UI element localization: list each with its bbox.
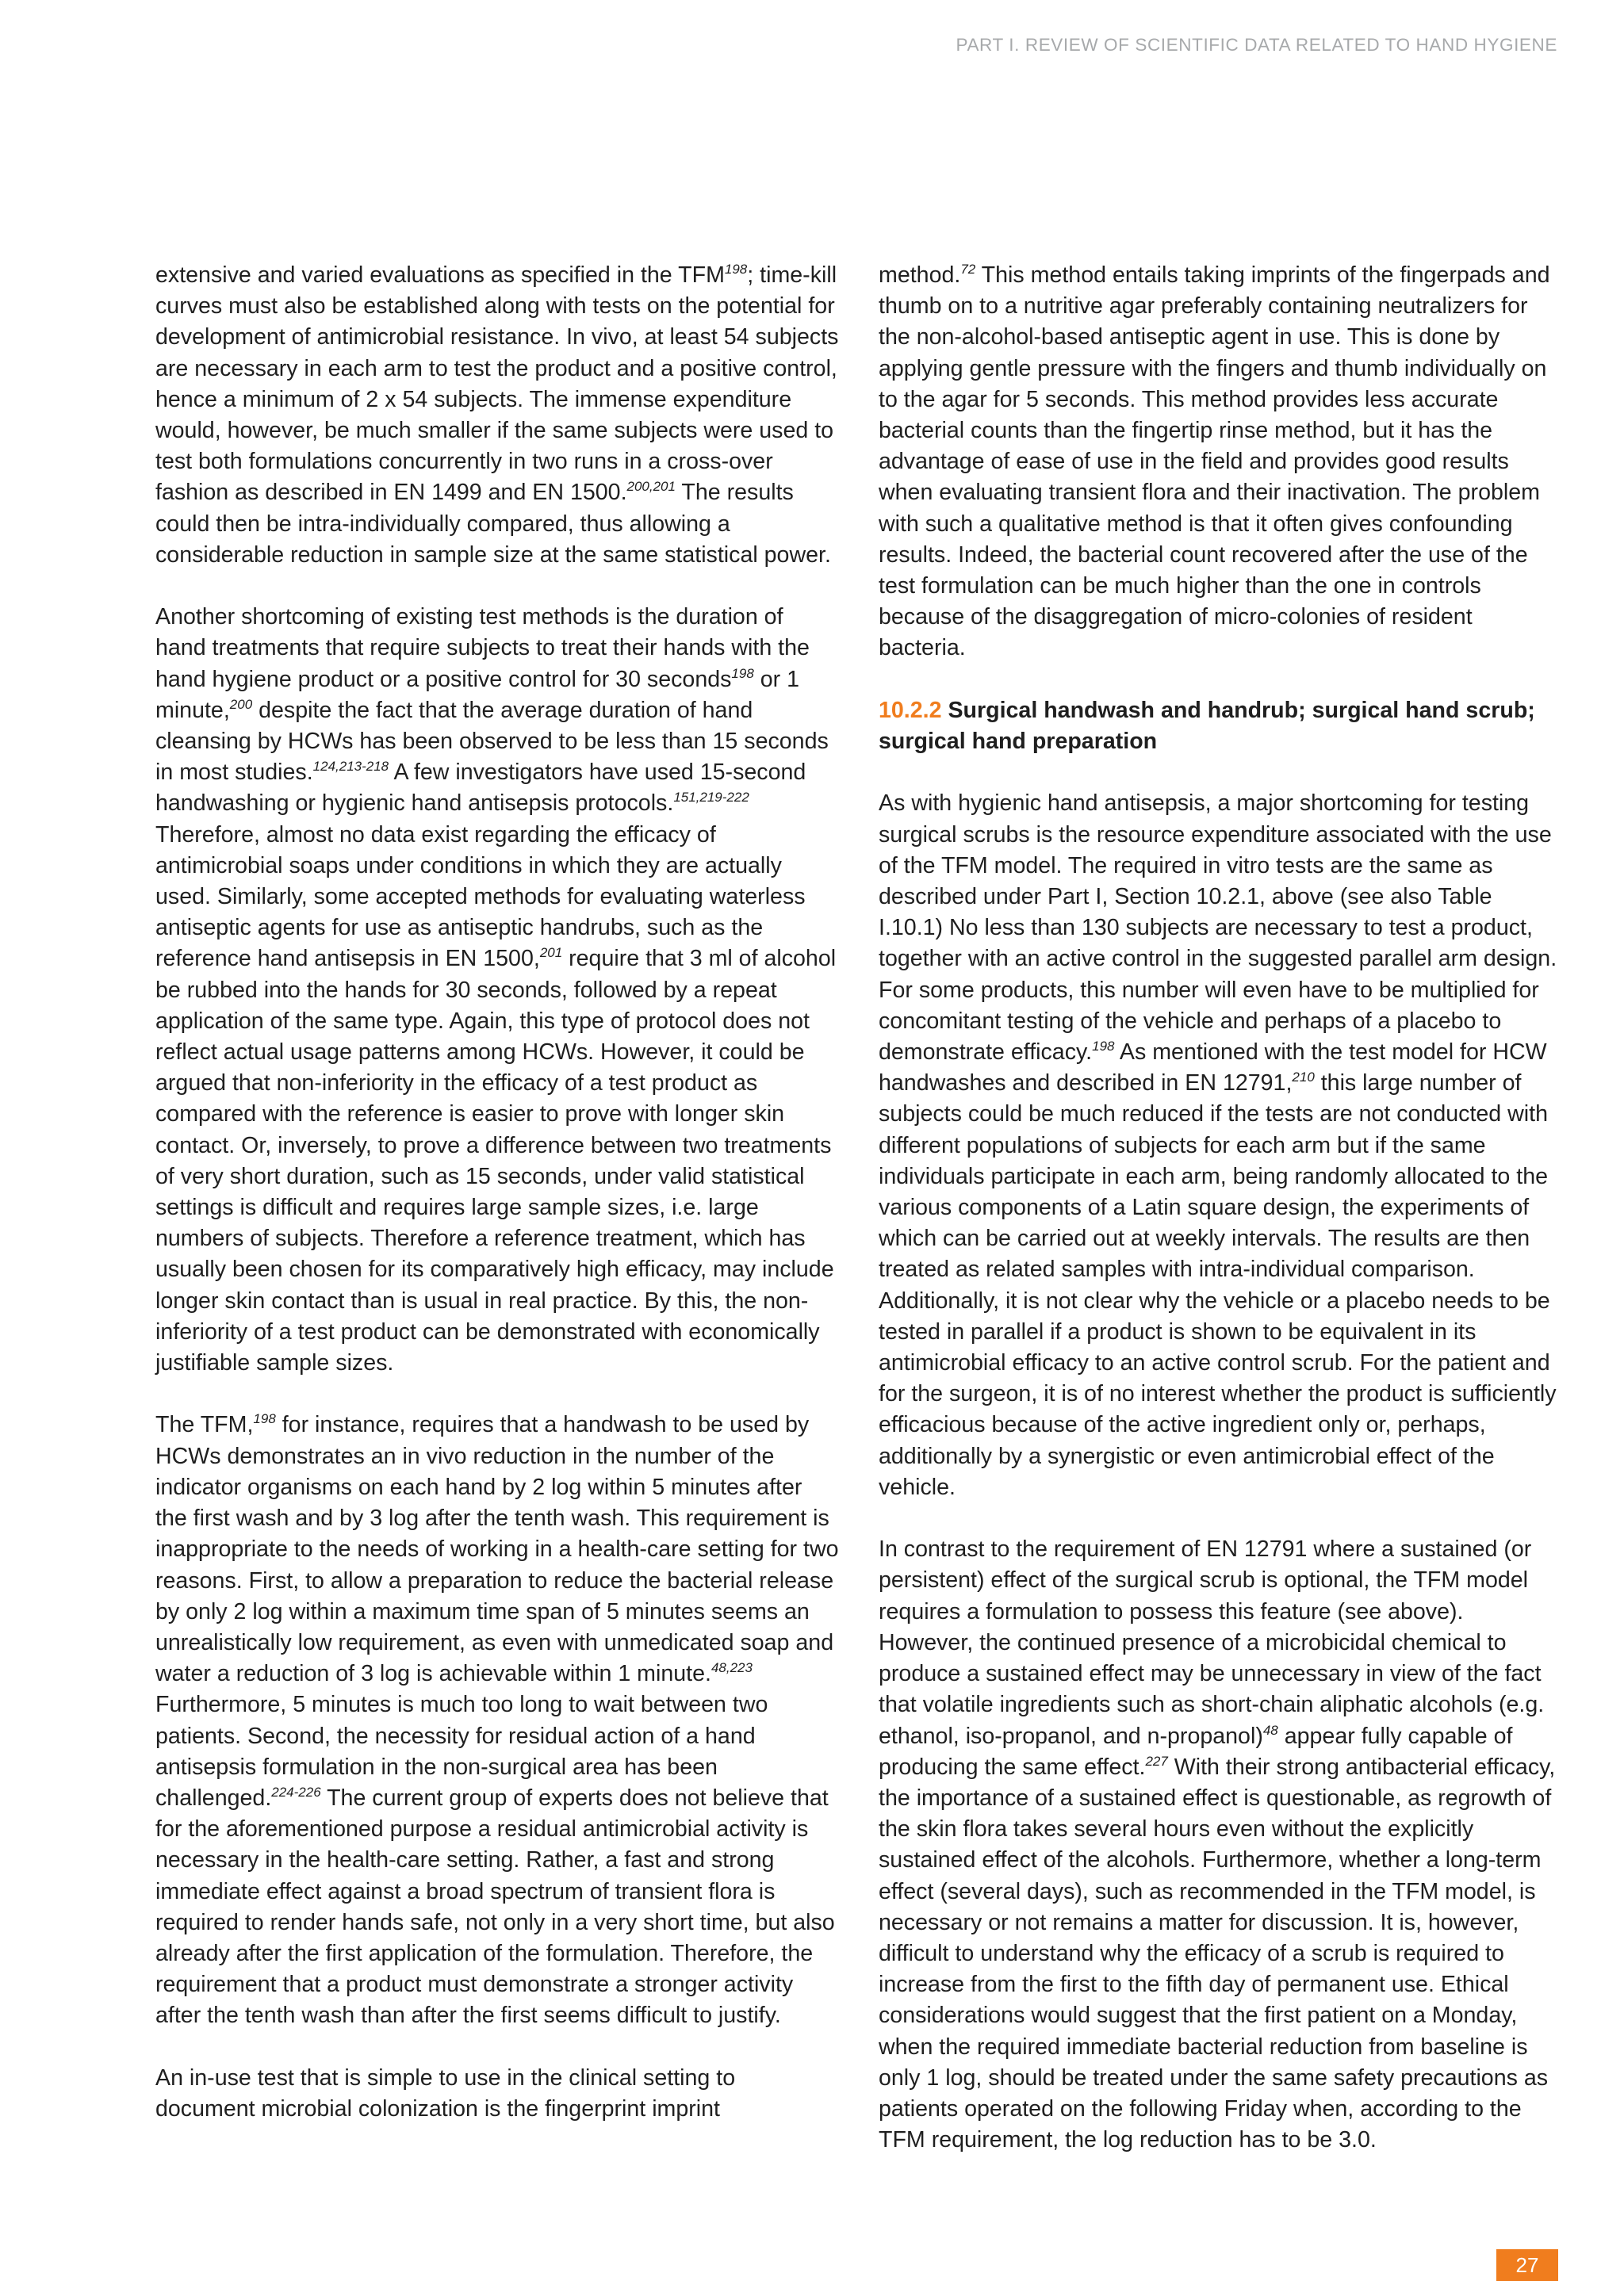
right-column bbox=[879, 260, 1562, 2187]
paragraph: An in-use test that is simple to use in the clinical setting to document microbial colonization is the fingerprint imprint bbox=[155, 2064, 736, 2122]
citation-superscript: 151,219-222 bbox=[673, 790, 749, 806]
section-heading bbox=[879, 695, 1562, 757]
citation-superscript: 198 bbox=[724, 262, 748, 277]
citation-superscript: 198 bbox=[1092, 1039, 1115, 1054]
citation-superscript: 200,201 bbox=[626, 479, 676, 495]
citation-superscript: 224-226 bbox=[271, 1784, 321, 1800]
citation-superscript: 198 bbox=[731, 665, 754, 681]
section-title: Surgical handwash and handrub; surgical hand scrub; surgical hand preparation bbox=[879, 697, 1535, 755]
left-column bbox=[155, 260, 839, 2156]
citation-superscript: 201 bbox=[539, 945, 563, 961]
paragraph: In contrast to the requirement of EN 12791 where a sustained (or persistent) effect of the surgical scrub is optional, the TFM model requires a formulation to possess this feature (see above). However, the continued presence of a microbicidal chemical to produce a sustained effect may be unnecessary in view of the fact that volatile ingredients such as short-chain aliphatic alcohols (e.g. ethanol, iso-propanol, and n-propanol)$^{48}$ appear fully capable of producing the same effect.$^{227}$ With their strong antibacterial efficacy, the importance of a sustained effect is questionable, as regrowth of the skin flora takes several hours even without the explicitly sustained effect of the alcohols. Furthermore, whether a long-term effect (several days), such as recommended in the TFM model, is necessary or not remains a matter for discussion. It is, however, difficult to understand why the efficacy of a scrub is required to increase from the first to the fifth day of permanent use. Ethical considerations would suggest that the first patient on a Monday, when the required immediate bacterial reduction from baseline is only 1 log, should be treated under the same safety precautions as patients operated on the following Friday when, according to the TFM requirement, the log reduction has to be 3.0. bbox=[879, 1536, 1556, 2153]
citation-superscript: 48,223 bbox=[710, 1660, 753, 1676]
paragraph: Another shortcoming of existing test methods is the duration of hand treatments that require subjects to treat their hands with the hand hygiene product or a positive control for 30 seconds$^{198}$ or 1 minute,$^{200}$ despite the fact that the average duration of hand cleansing by HCWs has been observed to be less than 15 seconds in most studies.$^{124,213-218}$ A few investigators have used 15-second handwashing or hygienic hand antisepsis protocols.$^{151,219-222}$ Therefore, almost no data exist regarding the efficacy of antimicrobial soaps under conditions in which they are actually used. Similarly, some accepted methods for evaluating waterless antiseptic agents for use as antiseptic handrubs, such as the reference hand antisepsis in EN 1500,$^{201}$ require that 3 ml of alcohol be rubbed into the hands for 30 seconds, followed by a repeat application of the same type. Again, this type of protocol does not reflect actual usage patterns among HCWs. However, it could be argued that non-inferiority in the efficacy of a test product as compared with the reference is easier to prove with longer skin contact. Or, inversely, to prove a difference between two treatments of very short duration, such as 15 seconds, under valid statistical settings is difficult and requires large sample sizes, i.e. large numbers of subjects. Therefore a reference treatment, which has usually been chosen for its comparatively high efficacy, may include longer skin contact than is usual in real practice. By this, the non-inferiority of a test product can be demonstrated with economically justifiable sample sizes. bbox=[155, 604, 837, 1376]
citation-superscript: 48 bbox=[1262, 1722, 1278, 1738]
paragraph: extensive and varied evaluations as specified in the TFM$^{198}$; time-kill curves must also be established along with tests on the potential for development of antimicrobial resistance. In vivo, at least 54 subjects are necessary in each arm to test the product and a positive control, hence a minimum of 2 x 54 subjects. The immense expenditure would, however, be much smaller if the same subjects were used to test both formulations concurrently in two runs in a cross-over fashion as described in EN 1499 and EN 1500.$^{200,201}$ The results could then be intra-individually compared, thus allowing a considerable reduction in sample size at the same statistical power. bbox=[155, 262, 839, 568]
paragraph: As with hygienic hand antisepsis, a major shortcoming for testing surgical scrubs is the resource expenditure associated with the use of the TFM model. The required in vitro tests are the same as described under Part I, Section 10.2.1, above (see also Table I.10.1) No less than 130 subjects are necessary to test a product, together with an active control in the suggested parallel arm design. For some products, this number will even have to be multiplied for concomitant testing of the vehicle and perhaps of a placebo to demonstrate efficacy.$^{198}$ As mentioned with the test model for HCW handwashes and described in EN 12791,$^{210}$ this large number of subjects could be much reduced if the tests are not conducted with different populations of subjects for each arm but if the same individuals participate in each arm, being randomly allocated to the various components of a Latin square design, the experiments of which can be carried out at weekly intervals. The results are then treated as related samples with intra-individual comparison. Additionally, it is not clear why the vehicle or a placebo needs to be tested in parallel if a product is shown to be equivalent in its antimicrobial efficacy to an active control scrub. For the patient and for the surgeon, it is of no interest whether the product is sufficiently efficacious because of the active ingredient only or, perhaps, additionally by a synergistic or even antimicrobial effect of the vehicle. bbox=[879, 790, 1557, 1500]
citation-superscript: 227 bbox=[1145, 1753, 1168, 1769]
citation-superscript: 124,213-218 bbox=[312, 759, 389, 775]
citation-superscript: 200 bbox=[229, 696, 253, 712]
section-number: 10.2.2 bbox=[879, 697, 942, 723]
citation-superscript: 210 bbox=[1292, 1070, 1315, 1085]
running-header: PART I. REVIEW OF SCIENTIFIC DATA RELATED TO HAND HYGIENE bbox=[956, 35, 1557, 55]
paragraph: The TFM,$^{198}$ for instance, requires that a handwash to be used by HCWs demonstrates an in vivo reduction in the number of the indicator organisms on each hand by 2 log within 5 minutes after the first wash and by 3 log after the tenth wash. This requirement is inappropriate to the needs of working in a health-care setting for two reasons. First, to allow a preparation to reduce the bacterial release by only 2 log within a maximum time span of 5 minutes seems an unrealistically low requirement, as even with unmedicated soap and water a reduction of 3 log is achievable within 1 minute.$^{48,223}$ Furthermore, 5 minutes is much too long to wait between two patients. Second, the necessity for residual action of a hand antisepsis formulation in the non-surgical area has been challenged.$^{224-226}$ The current group of experts does not believe that for the aforementioned purpose a residual antimicrobial activity is necessary in the health-care setting. Rather, a fast and strong immediate effect against a broad spectrum of transient flora is required to render hands safe, not only in a very short time, but also already after the first application of the formulation. Therefore, the requirement that a product must demonstrate a stronger activity after the tenth wash than after the first seems difficult to justify. bbox=[155, 1411, 839, 2029]
citation-superscript: 198 bbox=[253, 1411, 276, 1427]
citation-superscript: 72 bbox=[960, 262, 976, 277]
paragraph: method.$^{72}$ This method entails taking imprints of the fingerpads and thumb on to a nutritive agar preferably containing neutralizers for the non-alcohol-based antiseptic agent in use. This is done by applying gentle pressure with the fingers and thumb individually on to the agar for 5 seconds. This method provides less accurate bacterial counts than the fingertip rinse method, but it has the advantage of ease of use in the field and provides good results when evaluating transient flora and their inactivation. The problem with such a qualitative method is that it often gives confounding results. Indeed, the bacterial count recovered after the use of the test formulation can be much higher than the one in controls because of the disaggregation of micro-colonies of resident bacteria. bbox=[879, 262, 1550, 661]
page-number: 27 bbox=[1496, 2249, 1558, 2281]
